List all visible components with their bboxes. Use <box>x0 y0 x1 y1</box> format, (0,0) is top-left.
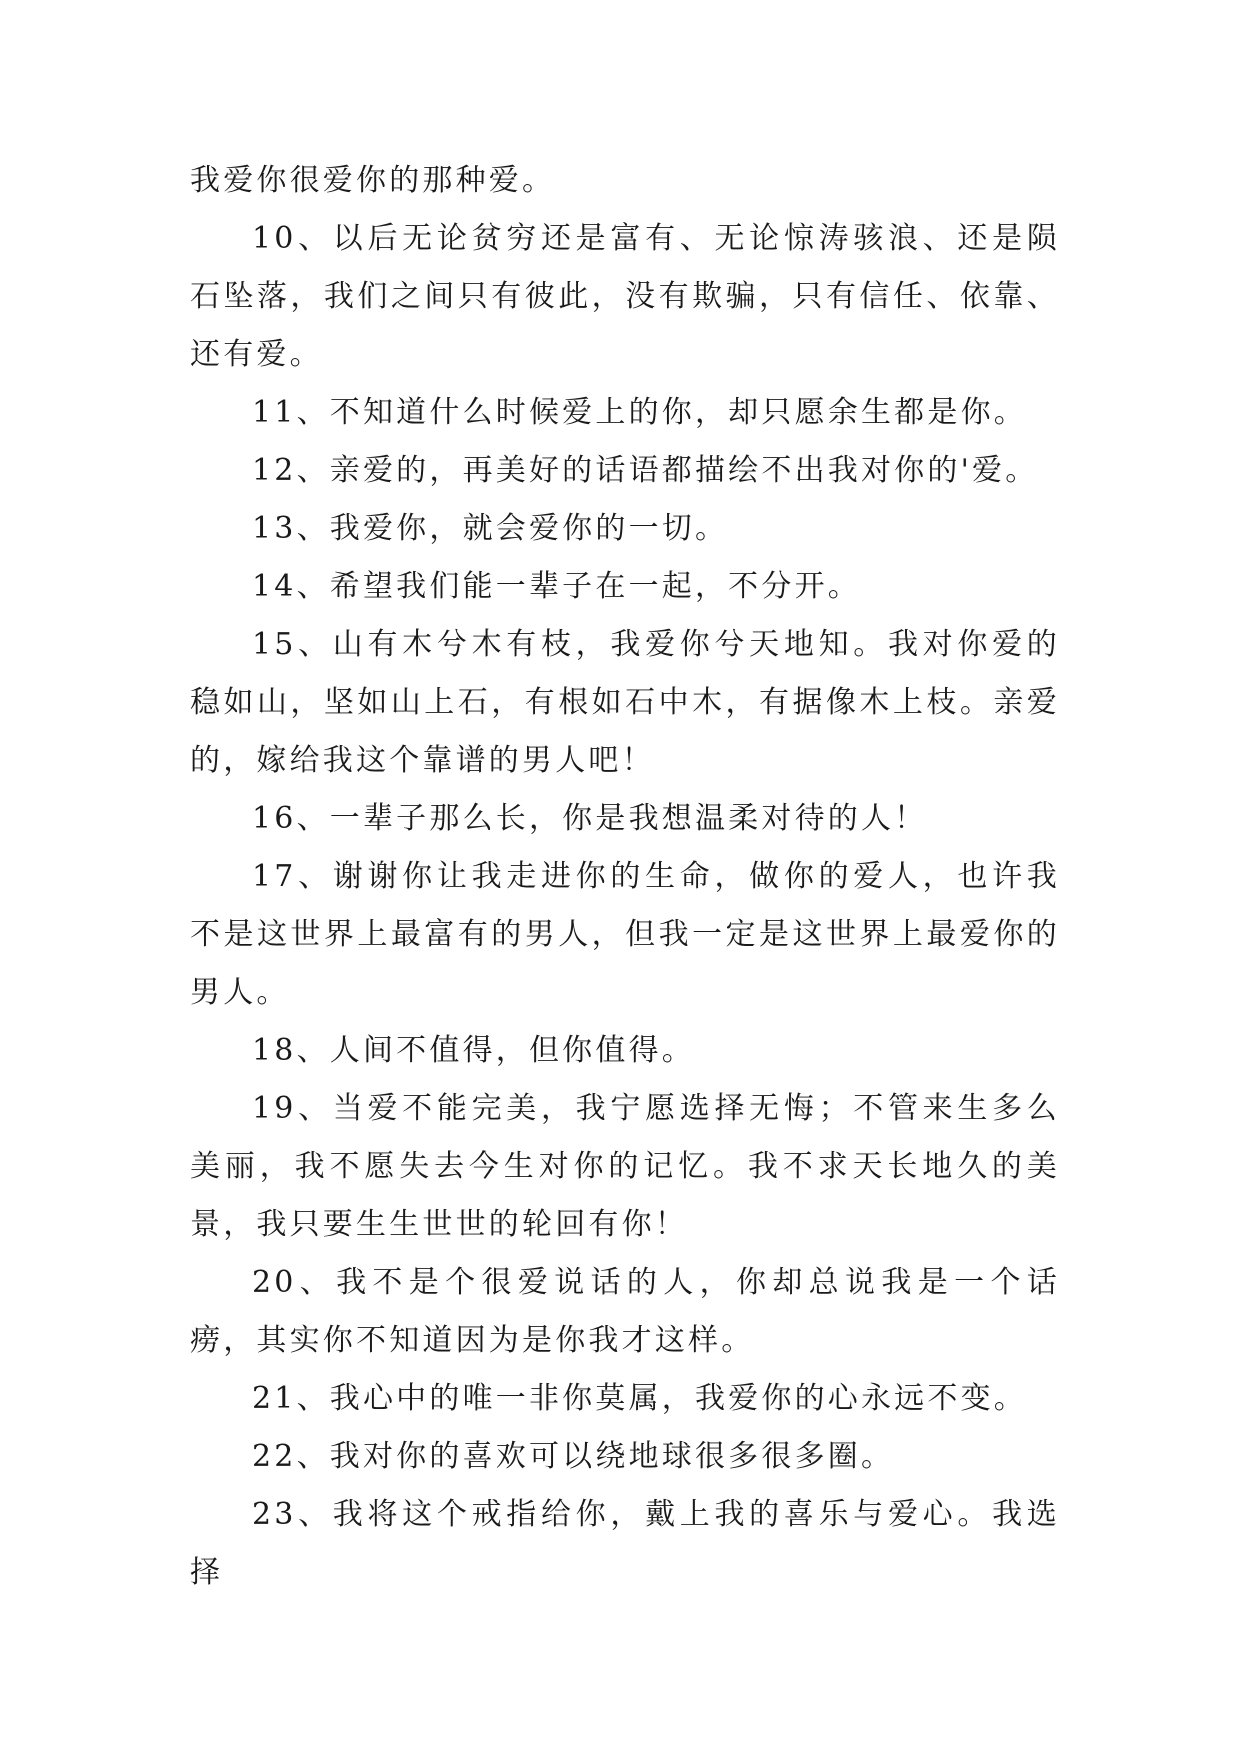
document-body <box>190 152 1060 1602</box>
paragraph-10: 10、以后无论贫穷还是富有、无论惊涛骇浪、还是陨石坠落，我们之间只有彼此，没有欺骗，只有信任、依靠、还有爱。 <box>190 221 1060 372</box>
paragraph-15: 15、山有木兮木有枝，我爱你兮天地知。我对你爱的稳如山，坚如山上石，有根如石中木，有据像木上枝。亲爱的，嫁给我这个靠谱的男人吧！ <box>190 627 1060 778</box>
paragraph-21: 21、我心中的唯一非你莫属，我爱你的心永远不变。 <box>252 1381 1027 1416</box>
paragraph-0: 我爱你很爱你的那种爱。 <box>190 163 556 198</box>
paragraph-23: 23、我将这个戒指给你，戴上我的喜乐与爱心。我选择 <box>190 1497 1060 1590</box>
paragraph-18: 18、人间不值得，但你值得。 <box>252 1033 695 1068</box>
paragraph-16: 16、一辈子那么长，你是我想温柔对待的人！ <box>252 801 928 836</box>
paragraph-14: 14、希望我们能一辈子在一起，不分开。 <box>252 569 861 604</box>
paragraph-12: 12、亲爱的，再美好的话语都描绘不出我对你的'爱。 <box>252 453 1039 488</box>
paragraph-20: 20、我不是个很爱说话的人，你却总说我是一个话痨，其实你不知道因为是你我才这样。 <box>190 1265 1060 1358</box>
paragraph-11: 11、不知道什么时候爱上的你，却只愿余生都是你。 <box>252 395 1027 430</box>
paragraph-17: 17、谢谢你让我走进你的生命，做你的爱人，也许我不是这世界上最富有的男人，但我一定是这世界上最爱你的男人。 <box>190 859 1060 1010</box>
paragraph-22: 22、我对你的喜欢可以绕地球很多很多圈。 <box>252 1439 895 1474</box>
paragraph-19: 19、当爱不能完美，我宁愿选择无悔；不管来生多么美丽，我不愿失去今生对你的记忆。我不求天长地久的美景，我只要生生世世的轮回有你！ <box>190 1091 1060 1242</box>
paragraph-13: 13、我爱你，就会爱你的一切。 <box>252 511 729 546</box>
